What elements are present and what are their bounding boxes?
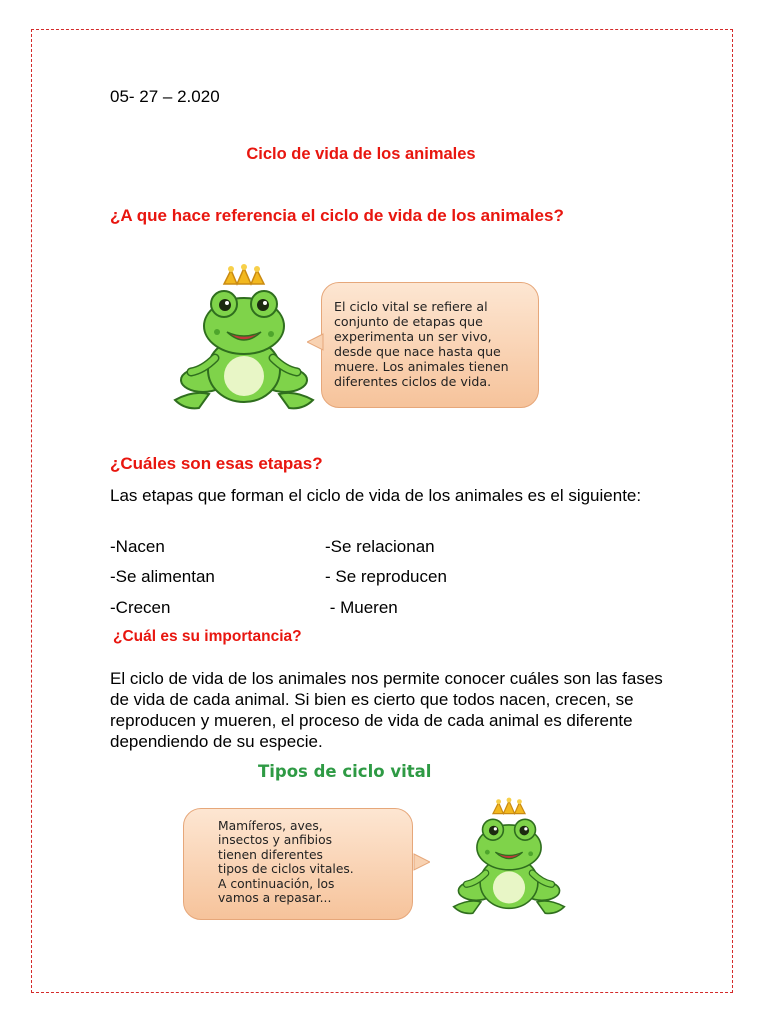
question-importance: ¿Cuál es su importancia? xyxy=(113,628,302,645)
speech-bubble-tail-icon xyxy=(307,332,325,352)
frog-icon xyxy=(434,796,584,926)
importance-paragraph: El ciclo de vida de los animales nos permite conocer cuáles son las fases de vida de cada animal. Si bien es cierto que todos nacen, crecen, se reproducen y mueren, el proceso de vida de cada animal es diferente dependiendo de su especie. xyxy=(110,669,663,751)
stage-item: -Se alimentan xyxy=(110,567,215,586)
question-stages: ¿Cuáles son esas etapas? xyxy=(110,454,323,473)
date: 05- 27 – 2.020 xyxy=(110,87,220,106)
stage-item: -Nacen xyxy=(110,537,165,556)
page-title: Ciclo de vida de los animales xyxy=(246,145,476,163)
stage-item: - Mueren xyxy=(325,598,398,617)
frog-illustration-2 xyxy=(178,760,588,926)
speech-bubble-text: Mamíferos, aves, insectos y anfibios tienen diferentes tipos de ciclos vitales. A continuación, los vamos a repasar... xyxy=(218,819,354,906)
stage-item: -Crecen xyxy=(110,598,171,617)
question-reference: ¿A que hace referencia el ciclo de vida de los animales? xyxy=(110,206,564,225)
stages-intro-paragraph: Las etapas que forman el ciclo de vida de los animales es el siguiente: xyxy=(110,486,642,505)
illustration-title: Tipos de ciclo vital xyxy=(258,762,432,781)
speech-bubble xyxy=(183,808,413,920)
stage-item: - Se reproducen xyxy=(325,567,447,586)
stage-item: -Se relacionan xyxy=(325,537,435,556)
frog-illustration-1 xyxy=(169,262,551,424)
speech-bubble xyxy=(321,282,539,408)
speech-bubble-tail-icon xyxy=(412,852,430,872)
speech-bubble-text: El ciclo vital se refiere al conjunto de etapas que experimenta un ser vivo, desde que nace hasta que muere. Los animales tienen diferentes ciclos de vida. xyxy=(334,299,509,389)
frog-icon xyxy=(169,262,319,424)
